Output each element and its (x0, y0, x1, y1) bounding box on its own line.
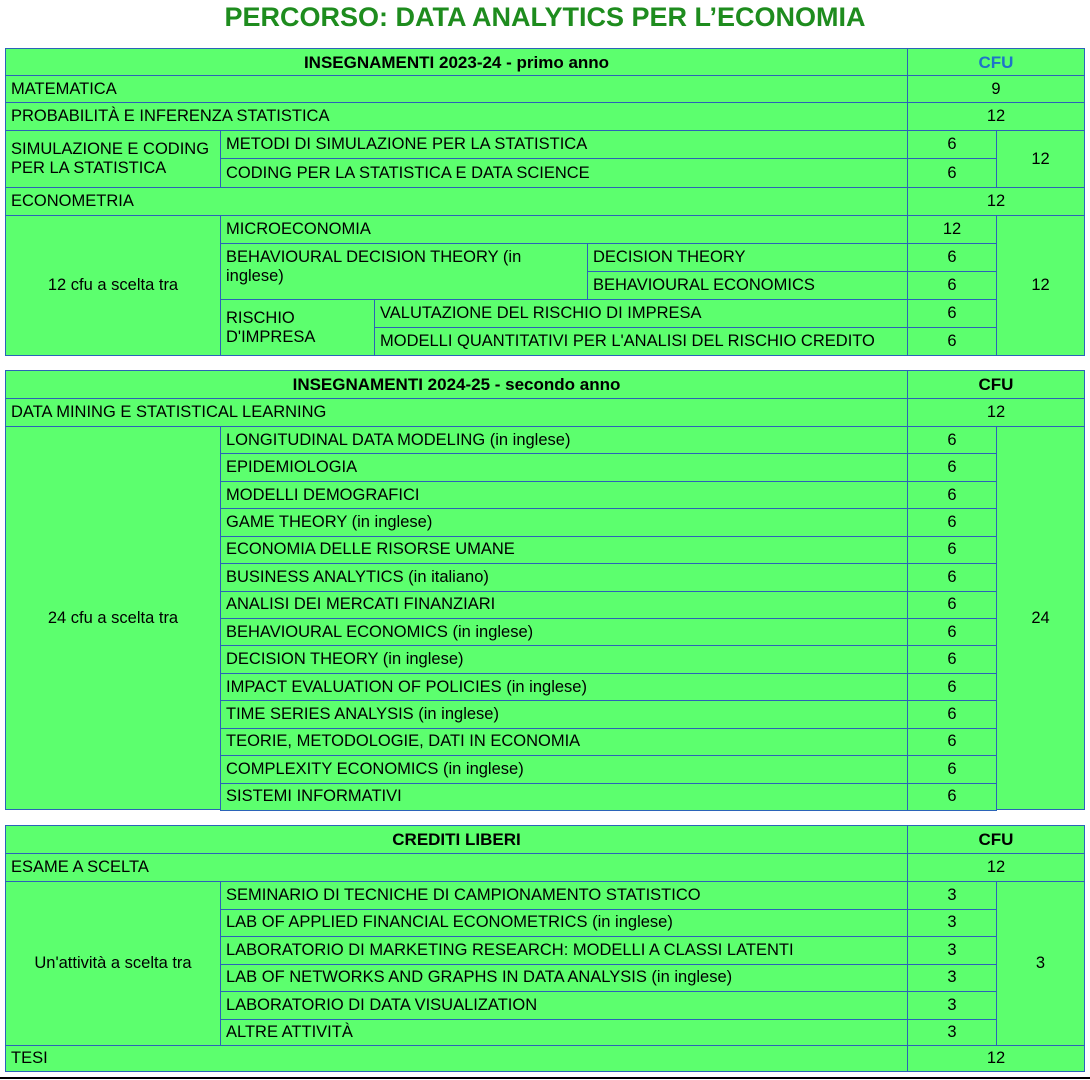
course-name: CODING PER LA STATISTICA E DATA SCIENCE (220, 158, 908, 188)
course-name: EPIDEMIOLOGIA (220, 453, 908, 481)
course-name: ANALISI DEI MERCATI FINANZIARI (220, 591, 908, 619)
course-cfu: 6 (907, 271, 997, 300)
bottom-rule (0, 1077, 1090, 1079)
course-cfu: 6 (907, 481, 997, 509)
course-name: BEHAVIOURAL ECONOMICS (in inglese) (220, 618, 908, 646)
cfu-header: CFU (907, 370, 1085, 399)
course-name: VALUTAZIONE DEL RISCHIO DI IMPRESA (374, 299, 908, 328)
course-cfu: 3 (907, 991, 997, 1020)
course-cfu: 6 (907, 755, 997, 783)
course-cfu: 6 (907, 453, 997, 481)
course-name: COMPLEXITY ECONOMICS (in inglese) (220, 755, 908, 783)
group-total-cfu: 12 (996, 215, 1085, 356)
course-name: ALTRE ATTIVITÀ (220, 1019, 908, 1048)
course-name: TESI (5, 1045, 908, 1072)
page-title: PERCORSO: DATA ANALYTICS PER L’ECONOMIA (224, 2, 866, 32)
course-cfu: 6 (907, 508, 997, 536)
course-cfu: 6 (907, 700, 997, 728)
course-cfu: 3 (907, 881, 997, 910)
course-cfu: 12 (907, 1045, 1085, 1072)
course-cfu: 3 (907, 964, 997, 993)
course-cfu: 6 (907, 299, 997, 328)
cfu-header: CFU (907, 825, 1085, 854)
course-name: GAME THEORY (in inglese) (220, 508, 908, 536)
course-name: DATA MINING E STATISTICAL LEARNING (5, 398, 908, 427)
course-name: SEMINARIO DI TECNICHE DI CAMPIONAMENTO STATISTICO (220, 881, 908, 910)
course-name: IMPACT EVALUATION OF POLICIES (in inglese) (220, 673, 908, 701)
course-name: LONGITUDINAL DATA MODELING (in inglese) (220, 426, 908, 454)
course-name: MODELLI QUANTITATIVI PER L'ANALISI DEL RISCHIO CREDITO (374, 327, 908, 356)
course-cfu: 12 (907, 187, 1085, 216)
course-name: MATEMATICA (5, 75, 908, 103)
choice-label: 12 cfu a scelta tra (5, 215, 221, 356)
course-name: ESAME A SCELTA (5, 853, 908, 882)
course-name: MODELLI DEMOGRAFICI (220, 481, 908, 509)
table-header: CREDITI LIBERI (5, 825, 908, 854)
course-name: DECISION THEORY (in inglese) (220, 645, 908, 673)
course-name: BEHAVIOURAL ECONOMICS (587, 271, 908, 300)
course-cfu: 6 (907, 327, 997, 356)
group-total-cfu: 24 (996, 426, 1085, 810)
course-cfu: 12 (907, 215, 997, 244)
course-cfu: 12 (907, 102, 1085, 131)
choice-label: 24 cfu a scelta tra (5, 426, 221, 810)
course-cfu: 6 (907, 536, 997, 564)
course-cfu: 6 (907, 563, 997, 591)
course-cfu: 6 (907, 130, 997, 159)
course-cfu: 6 (907, 645, 997, 673)
free-credits-table (5, 825, 1085, 1072)
course-group-name: BEHAVIOURAL DECISION THEORY (in inglese) (220, 243, 588, 300)
group-total-cfu: 3 (996, 881, 1085, 1046)
course-name: ECONOMIA DELLE RISORSE UMANE (220, 536, 908, 564)
course-cfu: 3 (907, 909, 997, 938)
choice-label: Un'attività a scelta tra (5, 881, 221, 1046)
course-name: METODI DI SIMULAZIONE PER LA STATISTICA (220, 130, 908, 159)
course-name: LABORATORIO DI DATA VISUALIZATION (220, 991, 908, 1020)
first-year-table (5, 48, 1085, 356)
cfu-header: CFU (907, 48, 1085, 76)
course-name: TIME SERIES ANALYSIS (in inglese) (220, 700, 908, 728)
course-name: LAB OF APPLIED FINANCIAL ECONOMETRICS (in inglese) (220, 909, 908, 938)
course-cfu: 12 (907, 398, 1085, 427)
group-total-cfu: 12 (996, 130, 1085, 188)
course-cfu: 6 (907, 728, 997, 756)
course-name: LAB OF NETWORKS AND GRAPHS IN DATA ANALYSIS (in inglese) (220, 964, 908, 993)
course-cfu: 6 (907, 243, 997, 272)
course-name: MICROECONOMIA (220, 215, 908, 244)
course-cfu: 6 (907, 618, 997, 646)
course-name: ECONOMETRIA (5, 187, 908, 216)
course-group-name: SIMULAZIONE E CODING PER LA STATISTICA (5, 130, 221, 188)
course-cfu: 6 (907, 673, 997, 701)
table-header: INSEGNAMENTI 2023-24 - primo anno (5, 48, 908, 76)
course-cfu: 3 (907, 1019, 997, 1048)
course-group-name: RISCHIO D'IMPRESA (220, 299, 375, 356)
course-cfu: 9 (907, 75, 1085, 103)
course-name: SISTEMI INFORMATIVI (220, 783, 908, 811)
course-cfu: 6 (907, 426, 997, 454)
course-name: BUSINESS ANALYTICS (in italiano) (220, 563, 908, 591)
course-name: PROBABILITÀ E INFERENZA STATISTICA (5, 102, 908, 131)
course-name: TEORIE, METODOLOGIE, DATI IN ECONOMIA (220, 728, 908, 756)
course-cfu: 6 (907, 158, 997, 188)
course-cfu: 3 (907, 936, 997, 965)
second-year-table (5, 370, 1085, 810)
course-name: DECISION THEORY (587, 243, 908, 272)
course-cfu: 6 (907, 591, 997, 619)
course-name: LABORATORIO DI MARKETING RESEARCH: MODELLI A CLASSI LATENTI (220, 936, 908, 965)
table-header: INSEGNAMENTI 2024-25 - secondo anno (5, 370, 908, 399)
course-cfu: 12 (907, 853, 1085, 882)
course-cfu: 6 (907, 783, 997, 811)
